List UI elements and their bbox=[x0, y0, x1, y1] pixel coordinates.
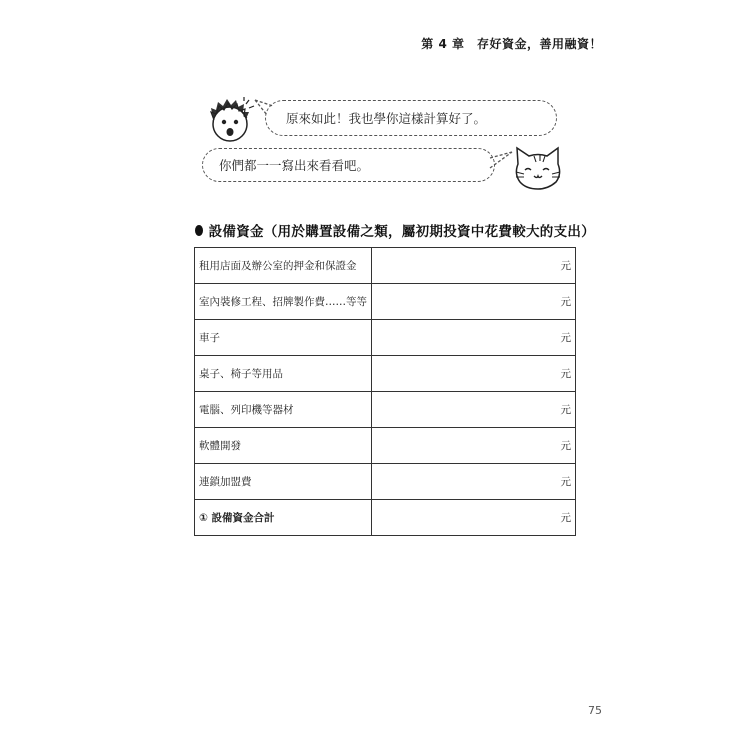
speech-bubble-cat bbox=[202, 148, 495, 182]
running-head: 第 4 章 存好資金，善用融資！ bbox=[421, 37, 602, 51]
table-row bbox=[195, 356, 576, 392]
bubble-tail bbox=[488, 150, 514, 172]
table-item-cell: 車子 bbox=[195, 320, 372, 356]
amount-input-cell: 元 bbox=[372, 356, 576, 392]
table-row bbox=[195, 392, 576, 428]
table-item-cell: 桌子、椅子等用品 bbox=[195, 356, 372, 392]
man-avatar-icon bbox=[206, 96, 256, 146]
section-heading bbox=[195, 220, 595, 240]
bullet-icon bbox=[195, 225, 203, 236]
speech-bubble-man bbox=[265, 100, 557, 136]
amount-input-cell: 元 bbox=[372, 464, 576, 500]
table-total-row bbox=[195, 500, 576, 536]
table-total-label: ① 設備資金合計 bbox=[195, 500, 372, 536]
amount-input-cell: 元 bbox=[372, 248, 576, 284]
section-heading-text: 設備資金（用於購置設備之類，屬初期投資中花費較大的支出） bbox=[208, 224, 595, 240]
table-row bbox=[195, 248, 576, 284]
table-row bbox=[195, 428, 576, 464]
table-item-cell: 電腦、列印機等器材 bbox=[195, 392, 372, 428]
amount-input-cell: 元 bbox=[372, 284, 576, 320]
table-row bbox=[195, 284, 576, 320]
table-item-cell: 連鎖加盟費 bbox=[195, 464, 372, 500]
table-item-cell: 軟體開發 bbox=[195, 428, 372, 464]
page-number: 75 bbox=[588, 704, 602, 717]
amount-total-cell: 元 bbox=[372, 500, 576, 536]
amount-input-cell: 元 bbox=[372, 320, 576, 356]
table-item-cell: 室內裝修工程、招牌製作費……等等 bbox=[195, 284, 372, 320]
cat-avatar-icon bbox=[512, 144, 564, 192]
amount-input-cell: 元 bbox=[372, 392, 576, 428]
equipment-cost-table bbox=[194, 247, 576, 536]
cat-speech: 你們都一一寫出來看看吧。 bbox=[219, 158, 370, 173]
table-row bbox=[195, 320, 576, 356]
table-item-cell: 租用店面及辦公室的押金和保證金 bbox=[195, 248, 372, 284]
amount-input-cell: 元 bbox=[372, 428, 576, 464]
table-row bbox=[195, 464, 576, 500]
man-speech: 原來如此！我也學你這樣計算好了。 bbox=[286, 111, 487, 126]
